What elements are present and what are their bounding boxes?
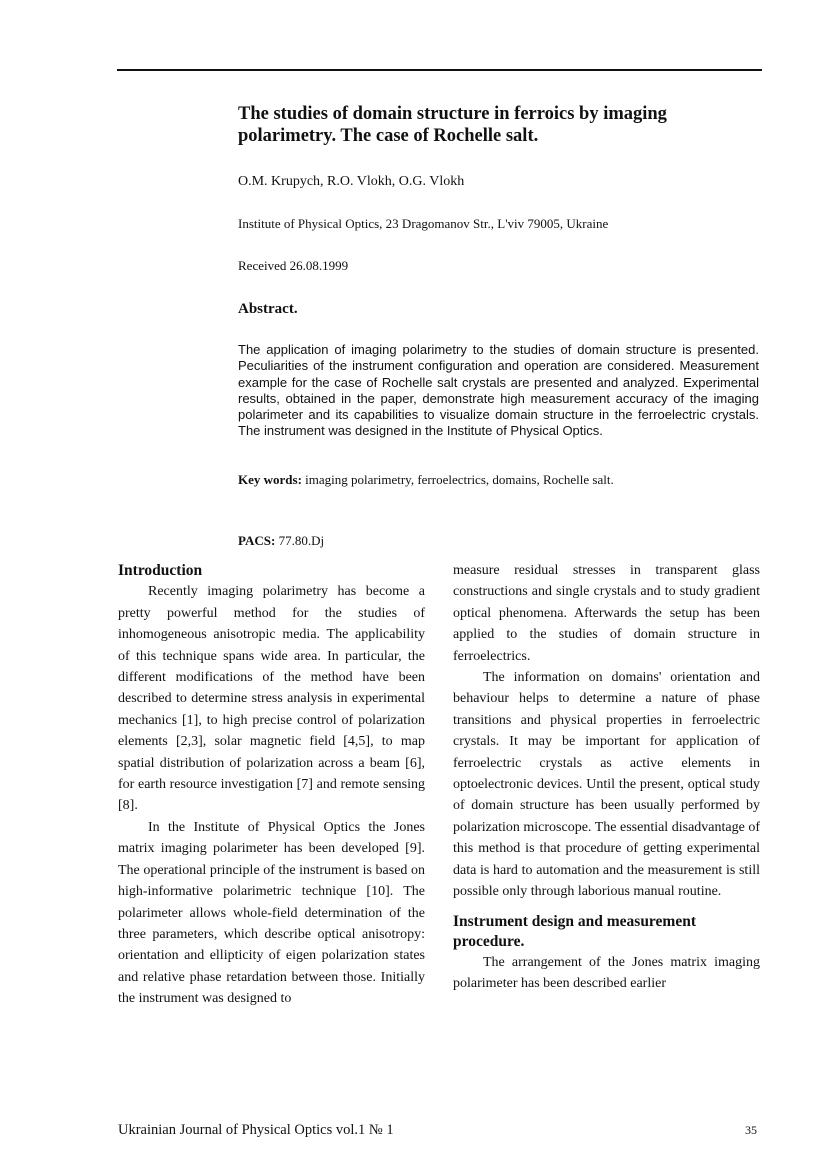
keywords-text: imaging polarimetry, ferroelectrics, domains, Rochelle salt. — [301, 472, 614, 487]
authors: O.M. Krupych, R.O. Vlokh, O.G. Vlokh — [238, 174, 465, 189]
keywords — [238, 472, 759, 488]
journal-footer: Ukrainian Journal of Physical Optics vol.1 № 1 — [118, 1122, 394, 1138]
instrument-paragraph-1: The arrangement of the Jones matrix imaging polarimeter has been described earlier — [453, 954, 760, 991]
introduction-heading: Introduction — [118, 562, 203, 579]
introduction-paragraph-3: The information on domains' orientation and behaviour helps to determine a nature of phase transitions and physical properties in ferroelectric crystals. It may be important for application of ferroelectric crystals as active elements in optoelectronic devices. Until the present, optical study of domain structure has been usually performed by polarization microscope. The essential disadvantage of this method is that procedure of getting experimental data is hard to automation and the measurement is still possible only through laborious manual routine. — [453, 670, 760, 900]
page-number: 35 — [745, 1123, 757, 1137]
instrument-heading: Instrument design and measurement procedure. — [453, 912, 696, 950]
keywords-label: Key words: — [238, 472, 302, 487]
header-rule — [117, 69, 762, 71]
introduction-paragraph-2-continued: measure residual stresses in transparent glass constructions and single crystals and to study gradient optical phenomena. Afterwards the setup has been applied to the studies of domain structure in ferroelectrics. — [453, 563, 760, 664]
abstract-text: The application of imaging polarimetry to the studies of domain structure is presented. Peculiarities of the instrument configuration and operation are considered. Measurement example for the case of Rochelle salt crystals are presented and analyzed. Experimental results, obtained in the paper, demonstrate high measurement accuracy of the imaging polarimeter and its capabilities to visualize domain structure in the ferroelectric crystals. The instrument was designed in the Institute of Physical Optics. — [238, 342, 759, 439]
introduction-paragraph-2: In the Institute of Physical Optics the Jones matrix imaging polarimeter has been developed [9]. The operational principle of the instrument is based on high-informative polarimetric technique [10]. The polarimeter allows whole-field determination of the three parameters, which describe optical anisotropy: orientation and ellipticity of eigen polarization states and relative phase retardation between those. Initially the instrument was designed to — [118, 819, 425, 1007]
abstract-heading: Abstract. — [238, 301, 298, 317]
right-column — [453, 560, 760, 994]
pacs — [238, 533, 324, 549]
affiliation: Institute of Physical Optics, 23 Dragomanov Str., L'viv 79005, Ukraine — [238, 216, 609, 231]
pacs-code: 77.80.Dj — [275, 533, 325, 548]
introduction-paragraph-1: Recently imaging polarimetry has become a pretty powerful method for the studies of inhomogeneous anisotropic media. The applicability of this technique spans wide area. In particular, the different modifications of the method have been described to determine stress analysis in experimental mechanics [1], to high precise control of polarization elements [2,3], solar magnetic field [4,5], to map spatial distribution of polarization across a beam [6], for earth resource investigation [7] and remote sensing [8]. — [118, 584, 425, 814]
received-date: Received 26.08.1999 — [238, 258, 349, 273]
left-column — [118, 560, 425, 1010]
paper-title: The studies of domain structure in ferroics by imaging polarimetry. The case of Rochelle salt. — [238, 104, 667, 146]
pacs-label: PACS: — [238, 533, 276, 548]
